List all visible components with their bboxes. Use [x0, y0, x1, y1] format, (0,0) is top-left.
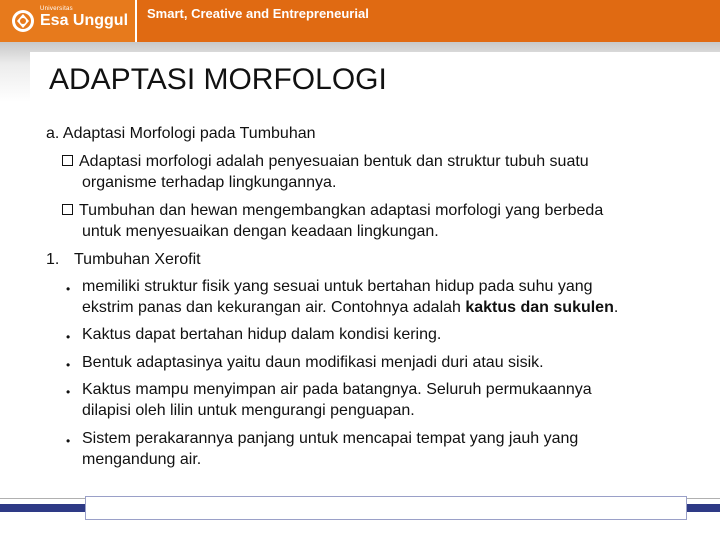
section-heading-1: Tumbuhan Xerofit: [74, 251, 201, 268]
list-item: Bentuk adaptasinya yaitu daun modifikasi menjadi duri atau sisik.: [82, 354, 544, 371]
logo-subtext: Universitas: [40, 6, 73, 12]
logo-name: Esa Unggul: [40, 12, 129, 29]
list-item-continuation: ekstrim panas dan kekurangan air. Contohnya adalah kaktus dan sukulen.: [82, 299, 619, 316]
bullet-icon: •: [66, 358, 71, 372]
tagline: Smart, Creative and Entrepreneurial: [147, 6, 369, 21]
bullet-icon: •: [66, 330, 71, 344]
bullet-icon: •: [66, 434, 71, 448]
list-item: memiliki struktur fisik yang sesuai untuk bertahan hidup pada suhu yang: [82, 278, 593, 295]
list-item: Kaktus dapat bertahan hidup dalam kondisi kering.: [82, 326, 442, 343]
list-item-continuation: untuk menyesuaikan dengan keadaan lingkungan.: [82, 223, 439, 240]
bullet-icon: •: [66, 385, 71, 399]
list-item-continuation: dilapisi oleh lilin untuk mengurangi penguapan.: [82, 402, 415, 419]
bullet-icon: •: [66, 282, 71, 296]
list-item-continuation: mengandung air.: [82, 451, 202, 468]
list-item: Adaptasi morfologi adalah penyesuaian bentuk dan struktur tubuh suatu: [62, 151, 589, 172]
footer-panel: [85, 496, 687, 520]
checkbox-bullet-icon: [62, 204, 73, 215]
list-item-continuation: organisme terhadap lingkungannya.: [82, 174, 337, 191]
emphasis-text: kaktus dan sukulen: [465, 299, 614, 316]
section-heading-a: a. Adaptasi Morfologi pada Tumbuhan: [46, 125, 316, 142]
checkbox-bullet-icon: [62, 155, 73, 166]
list-item: Tumbuhan dan hewan mengembangkan adaptasi morfologi yang berbeda: [62, 200, 603, 221]
footer-bottom: [0, 520, 720, 540]
slide-title: ADAPTASI MORFOLOGI: [49, 63, 387, 96]
list-item: Kaktus mampu menyimpan air pada batangnya. Seluruh permukaannya: [82, 381, 592, 398]
section-number: 1.: [46, 251, 60, 268]
list-item: Sistem perakarannya panjang untuk mencapai tempat yang jauh yang: [82, 430, 579, 447]
